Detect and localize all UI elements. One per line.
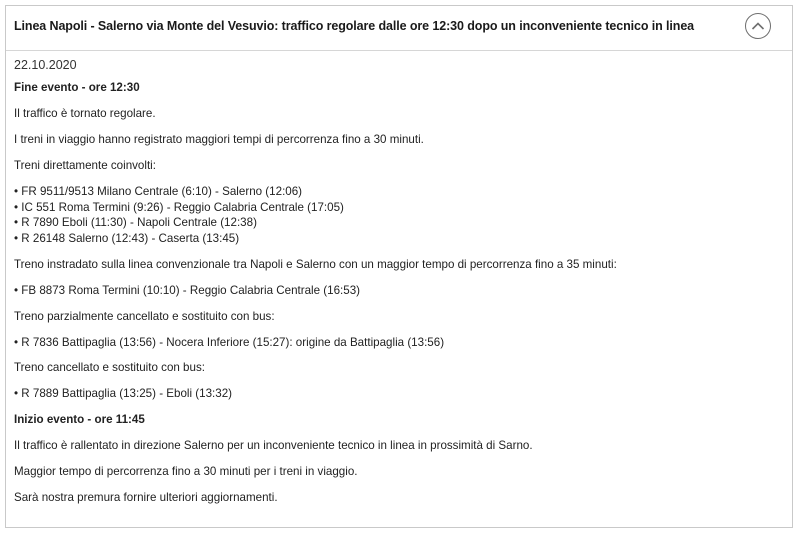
collapse-button[interactable] xyxy=(745,13,771,39)
list-item: • FR 9511/9513 Milano Centrale (6:10) - Salerno (12:06) xyxy=(14,184,784,200)
list-heading: Treno parzialmente cancellato e sostituito con bus: xyxy=(14,309,275,323)
event-date: 22.10.2020 xyxy=(14,58,77,72)
chevron-up-icon xyxy=(751,21,765,31)
list-heading: Treno cancellato e sostituito con bus: xyxy=(14,361,205,375)
list-item: • FB 8873 Roma Termini (10:10) - Reggio Calabria Centrale (16:53) xyxy=(14,283,784,299)
paragraph: Maggior tempo di percorrenza fino a 30 minuti per i treni in viaggio. xyxy=(14,464,358,478)
paragraph: Sarà nostra premura fornire ulteriori aggiornamenti. xyxy=(14,490,278,504)
list-heading: Treni direttamente coinvolti: xyxy=(14,159,156,172)
rerouted-trains-list xyxy=(14,283,784,299)
list-item: • IC 551 Roma Termini (9:26) - Reggio Calabria Centrale (17:05) xyxy=(14,200,784,216)
list-item: • R 26148 Salerno (12:43) - Caserta (13:45) xyxy=(14,231,784,247)
list-item: • R 7889 Battipaglia (13:25) - Eboli (13:32) xyxy=(14,386,784,402)
list-item: • R 7890 Eboli (11:30) - Napoli Centrale (12:38) xyxy=(14,215,784,231)
paragraph: Il traffico è rallentato in direzione Salerno per un inconveniente tecnico in linea in prossimità di Sarno. xyxy=(14,438,533,452)
start-event-heading: Inizio evento - ore 11:45 xyxy=(14,412,145,426)
partial-trains-list xyxy=(14,335,784,351)
paragraph: Il traffico è tornato regolare. xyxy=(14,107,156,120)
cancelled-trains-list xyxy=(14,386,784,402)
panel-header[interactable] xyxy=(6,6,792,51)
news-panel xyxy=(5,5,793,528)
panel-title: Linea Napoli - Salerno via Monte del Vesuvio: traffico regolare dalle ore 12:30 dopo un inconveniente tecnico in linea xyxy=(14,19,695,33)
paragraph: I treni in viaggio hanno registrato maggiori tempi di percorrenza fino a 30 minuti. xyxy=(14,133,424,146)
list-item: • R 7836 Battipaglia (13:56) - Nocera Inferiore (15:27): origine da Battipaglia (13:56) xyxy=(14,335,784,351)
panel-body xyxy=(14,58,784,506)
list-heading: Treno instradato sulla linea convenzionale tra Napoli e Salerno con un maggior tempo di percorrenza fino a 35 minuti: xyxy=(14,257,617,271)
direct-trains-list xyxy=(14,184,784,247)
end-event-heading: Fine evento - ore 12:30 xyxy=(14,81,140,94)
